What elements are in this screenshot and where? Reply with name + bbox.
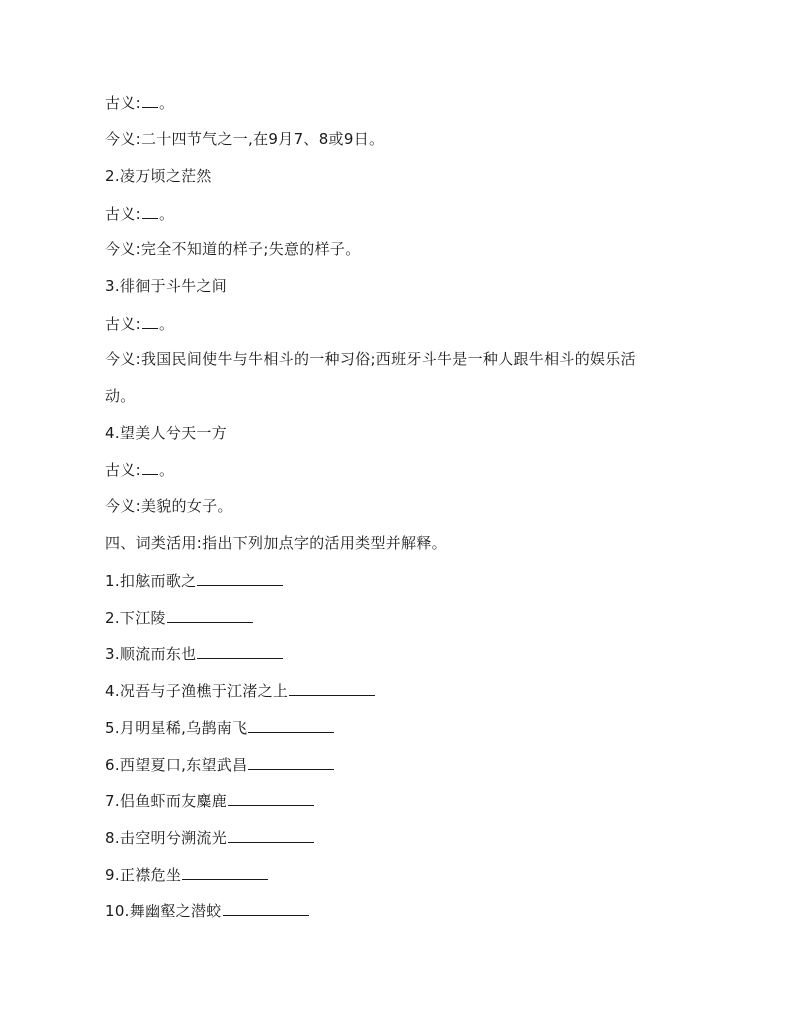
part-of-speech-item (105, 643, 283, 664)
item-number: 1. (105, 572, 120, 590)
item-phrase: 况吾与子渔樵于江渚之上 (119, 682, 289, 700)
item-number: 7. (105, 792, 120, 810)
item-phrase: 顺流而东也 (119, 645, 197, 663)
item-phrase: 徘徊于斗牛之间 (119, 277, 228, 295)
answer-blank[interactable] (289, 680, 375, 696)
ancient-label: 古义: (105, 205, 141, 223)
answer-blank[interactable] (197, 570, 283, 586)
item-number: 4. (105, 424, 120, 442)
ancient-end: 。 (158, 205, 175, 223)
item-number: 2. (105, 167, 120, 185)
answer-blank[interactable] (142, 203, 158, 219)
item-number: 9. (105, 866, 120, 884)
item-number: 8. (105, 829, 120, 847)
modern-meaning-line-3a: 今义:我国民间使牛与牛相斗的一种习俗;西班牙斗牛是一种人跟牛相斗的娱乐活 (105, 350, 636, 368)
ancient-meaning-line-2 (105, 203, 174, 224)
item-phrase: 凌万顷之茫然 (119, 167, 212, 185)
answer-blank[interactable] (228, 790, 314, 806)
ancient-end: 。 (158, 461, 175, 479)
item-number: 5. (105, 719, 120, 737)
part-of-speech-item (105, 570, 283, 591)
answer-blank[interactable] (197, 643, 283, 659)
part-of-speech-item (105, 864, 268, 885)
answer-blank[interactable] (248, 717, 334, 733)
part-of-speech-item (105, 827, 314, 848)
part-of-speech-item (105, 754, 334, 775)
modern-meaning-line-4: 今义:美貌的女子。 (105, 497, 233, 515)
answer-blank[interactable] (228, 827, 314, 843)
item-phrase: 侣鱼虾而友麋鹿 (119, 792, 228, 810)
item-phrase: 击空明兮溯流光 (119, 829, 228, 847)
modern-meaning-line-1: 今义:二十四节气之一,在9月7、8或9日。 (105, 130, 385, 148)
answer-blank[interactable] (142, 459, 158, 475)
question-item-2 (105, 166, 212, 186)
part-of-speech-item (105, 717, 334, 738)
item-number: 10. (105, 902, 130, 920)
answer-blank[interactable] (167, 607, 253, 623)
ancient-meaning-line-4 (105, 459, 174, 480)
ancient-end: 。 (158, 315, 175, 333)
item-number: 6. (105, 756, 120, 774)
part-of-speech-item (105, 900, 309, 921)
answer-blank[interactable] (182, 864, 268, 880)
ancient-meaning-line-1 (105, 92, 174, 113)
answer-blank[interactable] (142, 313, 158, 329)
item-phrase: 下江陵 (119, 609, 166, 627)
item-phrase: 扣舷而歌之 (119, 572, 197, 590)
item-number: 3. (105, 277, 120, 295)
ancient-meaning-line-3 (105, 313, 174, 334)
item-number: 2. (105, 609, 120, 627)
ancient-label: 古义: (105, 461, 141, 479)
part-of-speech-item (105, 680, 375, 701)
section-4-heading: 四、词类活用:指出下列加点字的活用类型并解释。 (105, 534, 447, 552)
answer-blank[interactable] (248, 754, 334, 770)
item-phrase: 望美人兮天一方 (119, 424, 228, 442)
ancient-label: 古义: (105, 315, 141, 333)
answer-blank[interactable] (223, 900, 309, 916)
question-item-4 (105, 423, 227, 443)
item-number: 3. (105, 645, 120, 663)
ancient-end: 。 (158, 94, 175, 112)
modern-meaning-line-3b: 动。 (105, 387, 136, 405)
item-phrase: 西望夏口,东望武昌 (119, 756, 248, 774)
item-phrase: 舞幽壑之潜蛟 (129, 902, 222, 920)
item-phrase: 月明星稀,乌鹊南飞 (119, 719, 248, 737)
part-of-speech-item (105, 607, 253, 628)
part-of-speech-item (105, 790, 314, 811)
item-phrase: 正襟危坐 (119, 866, 182, 884)
item-number: 4. (105, 682, 120, 700)
question-item-3 (105, 276, 227, 296)
answer-blank[interactable] (142, 92, 158, 108)
modern-meaning-line-2: 今义:完全不知道的样子;失意的样子。 (105, 240, 361, 258)
ancient-label: 古义: (105, 94, 141, 112)
